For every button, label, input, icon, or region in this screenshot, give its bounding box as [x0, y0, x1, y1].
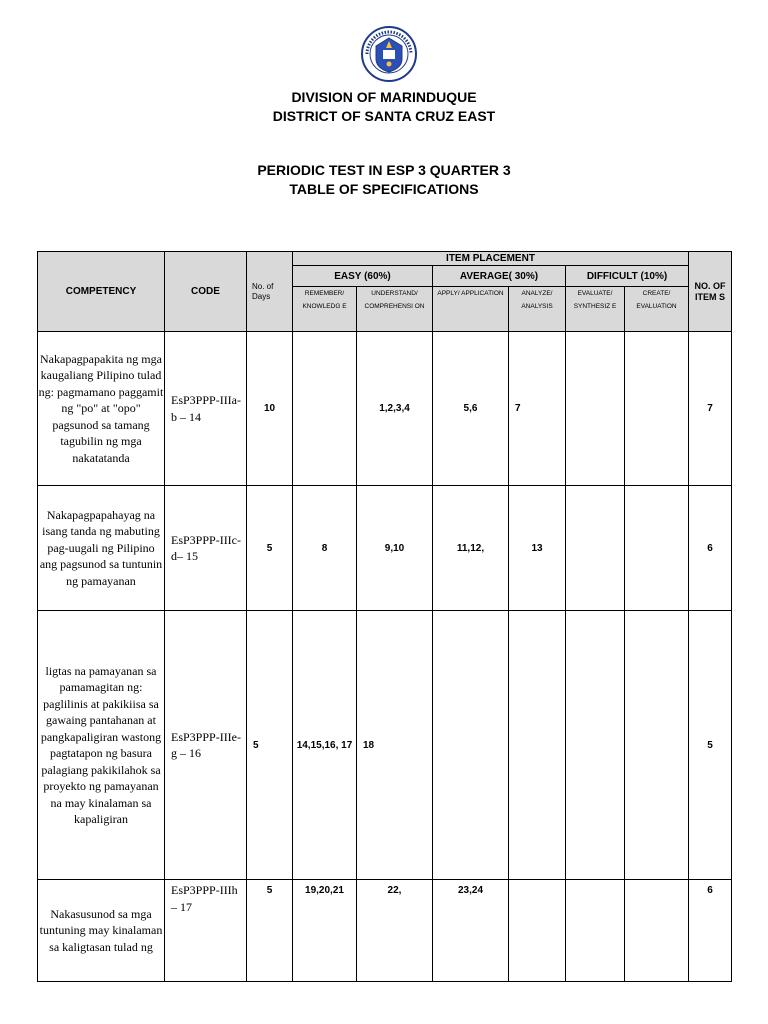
- table-row: [38, 611, 732, 880]
- days-cell: 5: [247, 486, 293, 611]
- items-header: NO. OF ITEM S: [689, 252, 732, 332]
- apply-header: APPLY/ APPLICATION: [433, 287, 509, 332]
- code-header: CODE: [165, 252, 247, 332]
- understand-cell: 22,: [357, 880, 433, 982]
- create-header: CREATE/ EVALUATION: [625, 287, 689, 332]
- days-cell: 10: [247, 332, 293, 486]
- school-header: [0, 88, 768, 126]
- easy-header: EASY (60%): [293, 266, 433, 287]
- analyze-cell: [509, 611, 566, 880]
- understand-cell: 9,10: [357, 486, 433, 611]
- days-cell: 5: [247, 880, 293, 982]
- competency-header: COMPETENCY: [38, 252, 165, 332]
- remember-cell: 14,15,16, 17: [293, 611, 357, 880]
- create-cell: [625, 332, 689, 486]
- apply-cell: 11,12,: [433, 486, 509, 611]
- remember-cell: 19,20,21: [293, 880, 357, 982]
- code-cell: EsP3PPP-IIIa-b – 14: [165, 332, 247, 486]
- code-cell: EsP3PPP-IIIc-d– 15: [165, 486, 247, 611]
- code-cell: EsP3PPP-IIIh – 17: [165, 880, 247, 982]
- table-of-specifications: [37, 251, 732, 982]
- apply-cell: 23,24: [433, 880, 509, 982]
- remember-cell: 8: [293, 486, 357, 611]
- create-cell: [625, 486, 689, 611]
- table-row: [38, 486, 732, 611]
- understand-cell: 18: [357, 611, 433, 880]
- apply-cell: 5,6: [433, 332, 509, 486]
- item-placement-header: ITEM PLACEMENT: [293, 252, 689, 266]
- items-cell: 6: [689, 486, 732, 611]
- document-title: TABLE OF SPECIFICATIONS: [289, 181, 479, 197]
- analyze-cell: 7: [509, 332, 566, 486]
- competency-cell: Nakapagpapahayag na isang tanda ng mabuting pag-uugali ng Pilipino ang pagsunod sa tuntunin ng pamayanan: [38, 486, 165, 611]
- competency-cell: Nakapagpapakita ng mga kaugaliang Pilipino tulad ng: pagmamano paggamit ng "po" at "opo" pagsunod sa tamang tagubilin ng mga nakatatanda: [38, 332, 165, 486]
- evaluate-cell: [566, 880, 625, 982]
- evaluate-header: EVALUATE/ SYNTHESIZ E: [566, 287, 625, 332]
- evaluate-cell: [566, 611, 625, 880]
- evaluate-cell: [566, 332, 625, 486]
- apply-cell: [433, 611, 509, 880]
- table-row: [38, 332, 732, 486]
- division-name: DIVISION OF MARINDUQUE: [291, 89, 477, 105]
- create-cell: [625, 880, 689, 982]
- analyze-header: ANALYZE/ ANALYSIS: [509, 287, 566, 332]
- average-header: AVERAGE( 30%): [433, 266, 566, 287]
- competency-cell: ligtas na pamayanan sa pamamagitan ng: paglilinis at pakikiisa sa gawaing pantahanan at pangkapaligiran wastong pagtatapon ng basura palagiang pakikilahok sa proyekto ng pamayanan na may kinalaman sa kapaligiran: [38, 611, 165, 880]
- test-title: PERIODIC TEST IN ESP 3 QUARTER 3: [257, 162, 511, 178]
- understand-header: UNDERSTAND/ COMPREHENSI ON: [357, 287, 433, 332]
- create-cell: [625, 611, 689, 880]
- competency-cell: Nakasusunod sa mga tuntuning may kinalaman sa kaligtasan tulad ng: [38, 880, 165, 982]
- remember-cell: [293, 332, 357, 486]
- code-cell: EsP3PPP-IIIe-g – 16: [165, 611, 247, 880]
- analyze-cell: 13: [509, 486, 566, 611]
- understand-cell: 1,2,3,4: [357, 332, 433, 486]
- evaluate-cell: [566, 486, 625, 611]
- items-cell: 6: [689, 880, 732, 982]
- days-cell: 5: [247, 611, 293, 880]
- items-cell: 5: [689, 611, 732, 880]
- deped-seal-logo: [361, 26, 417, 82]
- remember-header: REMEMBER/ KNOWLEDG E: [293, 287, 357, 332]
- district-name: DISTRICT OF SANTA CRUZ EAST: [272, 108, 496, 124]
- analyze-cell: [509, 880, 566, 982]
- days-header: No. of Days: [247, 252, 293, 332]
- difficult-header: DIFFICULT (10%): [566, 266, 689, 287]
- items-cell: 7: [689, 332, 732, 486]
- document-title-block: [0, 161, 768, 199]
- table-row: [38, 880, 732, 982]
